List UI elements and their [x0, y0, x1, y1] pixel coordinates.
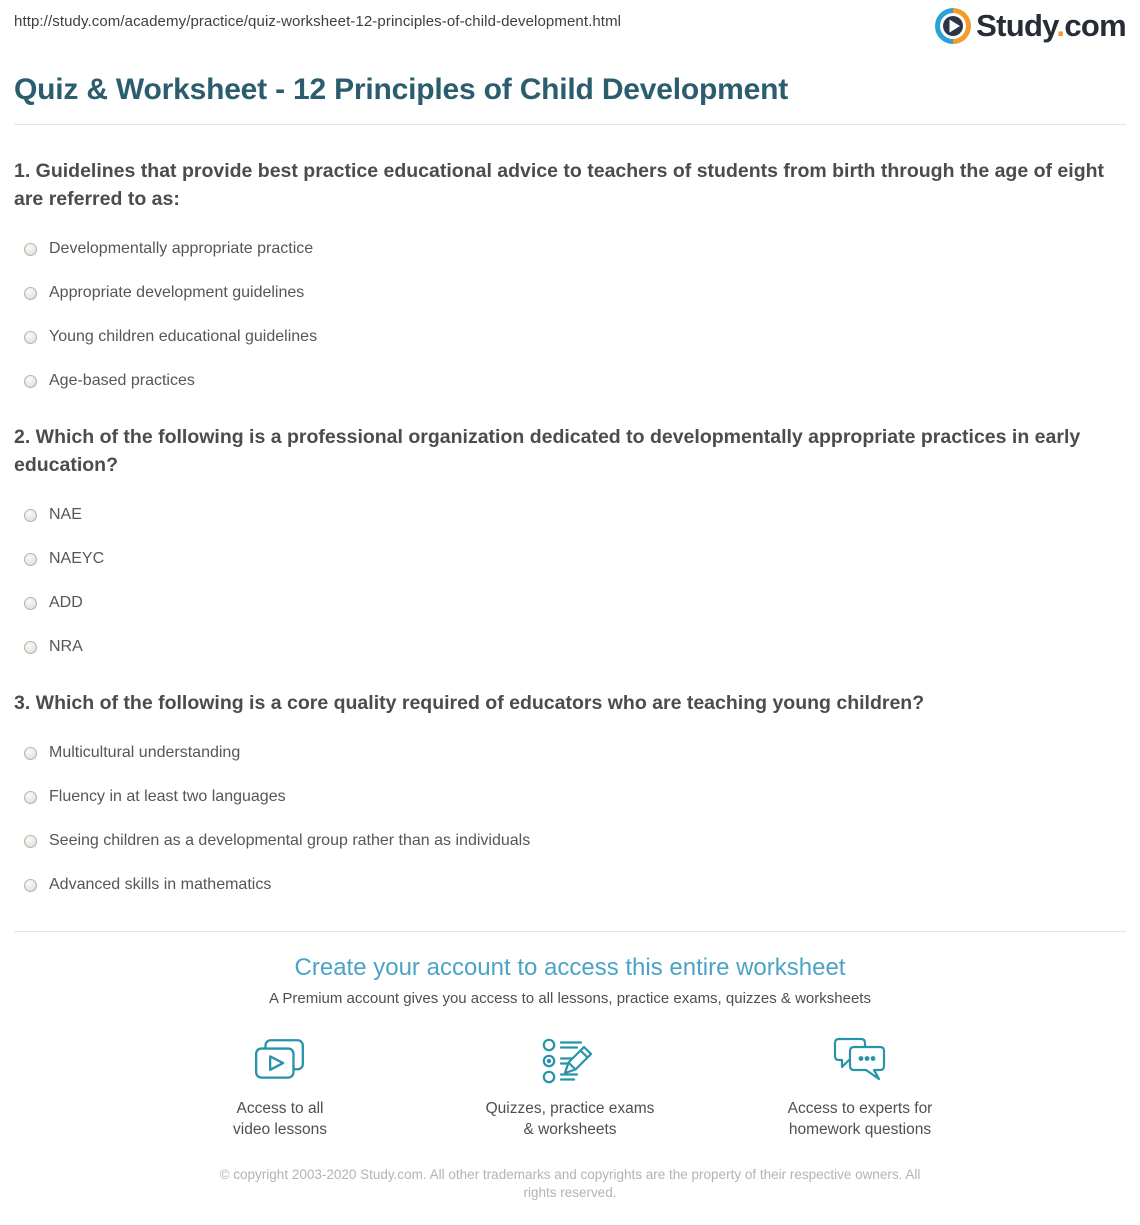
- feature-label: Access to experts for homework questions: [787, 1100, 933, 1138]
- radio-button-icon[interactable]: [24, 287, 37, 300]
- option-label: Advanced skills in mathematics: [49, 876, 272, 893]
- video-lessons-icon: [252, 1037, 308, 1085]
- radio-button-icon[interactable]: [24, 553, 37, 566]
- radio-button-icon[interactable]: [24, 509, 37, 522]
- option-label: Seeing children as a developmental group rather than as individuals: [49, 832, 531, 849]
- page-title: Quiz & Worksheet - 12 Principles of Child Development: [14, 73, 788, 106]
- experts-chat-icon: [832, 1036, 888, 1086]
- answer-option[interactable]: [14, 371, 1126, 391]
- option-label: ADD: [49, 594, 83, 611]
- feature-label: Access to all video lessons: [233, 1100, 327, 1138]
- question-block: [14, 157, 1126, 391]
- answer-option[interactable]: [14, 505, 1126, 525]
- create-account-section: [14, 931, 1126, 1140]
- radio-button-icon[interactable]: [24, 597, 37, 610]
- feature-quizzes-worksheets: [450, 1033, 690, 1140]
- features-row: [14, 1033, 1126, 1140]
- feature-label: Quizzes, practice exams & worksheets: [485, 1100, 655, 1138]
- radio-button-icon[interactable]: [24, 375, 37, 388]
- option-label: Age-based practices: [49, 372, 195, 389]
- answer-option[interactable]: [14, 239, 1126, 259]
- option-label: Appropriate development guidelines: [49, 284, 305, 301]
- page-header: [0, 0, 1140, 46]
- studycom-logo[interactable]: [935, 8, 1126, 44]
- question-block: [14, 689, 1126, 895]
- radio-button-icon[interactable]: [24, 243, 37, 256]
- question-text: 1. Guidelines that provide best practice educational advice to teachers of students from birth through the age of eight are referred to as:: [14, 160, 1105, 210]
- option-label: Young children educational guidelines: [49, 328, 318, 345]
- answer-option[interactable]: [14, 787, 1126, 807]
- radio-button-icon[interactable]: [24, 791, 37, 804]
- page-footer: [0, 1166, 1140, 1202]
- option-label: Multicultural understanding: [49, 744, 241, 761]
- title-divider: [14, 124, 1126, 125]
- create-account-link[interactable]: Create your account to access this entire worksheet: [294, 954, 846, 981]
- radio-button-icon[interactable]: [24, 747, 37, 760]
- answer-option[interactable]: [14, 831, 1126, 851]
- feature-video-lessons: [160, 1033, 400, 1140]
- answer-option[interactable]: [14, 593, 1126, 613]
- quiz-body: [0, 157, 1140, 895]
- options-list: [14, 505, 1126, 657]
- quizzes-worksheets-icon: [541, 1037, 599, 1085]
- question-block: [14, 423, 1126, 657]
- questions-container: [14, 157, 1126, 895]
- premium-subtitle: A Premium account gives you access to all lessons, practice exams, quizzes & worksheets: [269, 990, 871, 1007]
- studycom-play-icon: [935, 8, 971, 44]
- question-text: 2. Which of the following is a professional organization dedicated to developmentally appropriate practices in early education?: [14, 426, 1081, 476]
- option-label: Fluency in at least two languages: [49, 788, 286, 805]
- radio-button-icon[interactable]: [24, 879, 37, 892]
- answer-option[interactable]: [14, 327, 1126, 347]
- radio-button-icon[interactable]: [24, 835, 37, 848]
- studycom-logo-text: Study.com: [976, 8, 1126, 43]
- radio-button-icon[interactable]: [24, 331, 37, 344]
- radio-button-icon[interactable]: [24, 641, 37, 654]
- options-list: [14, 239, 1126, 391]
- answer-option[interactable]: [14, 637, 1126, 657]
- copyright-text: © copyright 2003-2020 Study.com. All other trademarks and copyrights are the property of their respective owners. All rights reserved.: [219, 1167, 921, 1200]
- answer-option[interactable]: [14, 549, 1126, 569]
- option-label: NRA: [49, 638, 83, 655]
- option-label: Developmentally appropriate practice: [49, 240, 314, 257]
- option-label: NAE: [49, 506, 82, 523]
- question-text: 3. Which of the following is a core quality required of educators who are teaching young children?: [14, 692, 925, 714]
- feature-expert-help: [740, 1033, 980, 1140]
- options-list: [14, 743, 1126, 895]
- option-label: NAEYC: [49, 550, 105, 567]
- answer-option[interactable]: [14, 743, 1126, 763]
- answer-option[interactable]: [14, 875, 1126, 895]
- answer-option[interactable]: [14, 283, 1126, 303]
- page-url: http://study.com/academy/practice/quiz-worksheet-12-principles-of-child-development.html: [14, 13, 622, 30]
